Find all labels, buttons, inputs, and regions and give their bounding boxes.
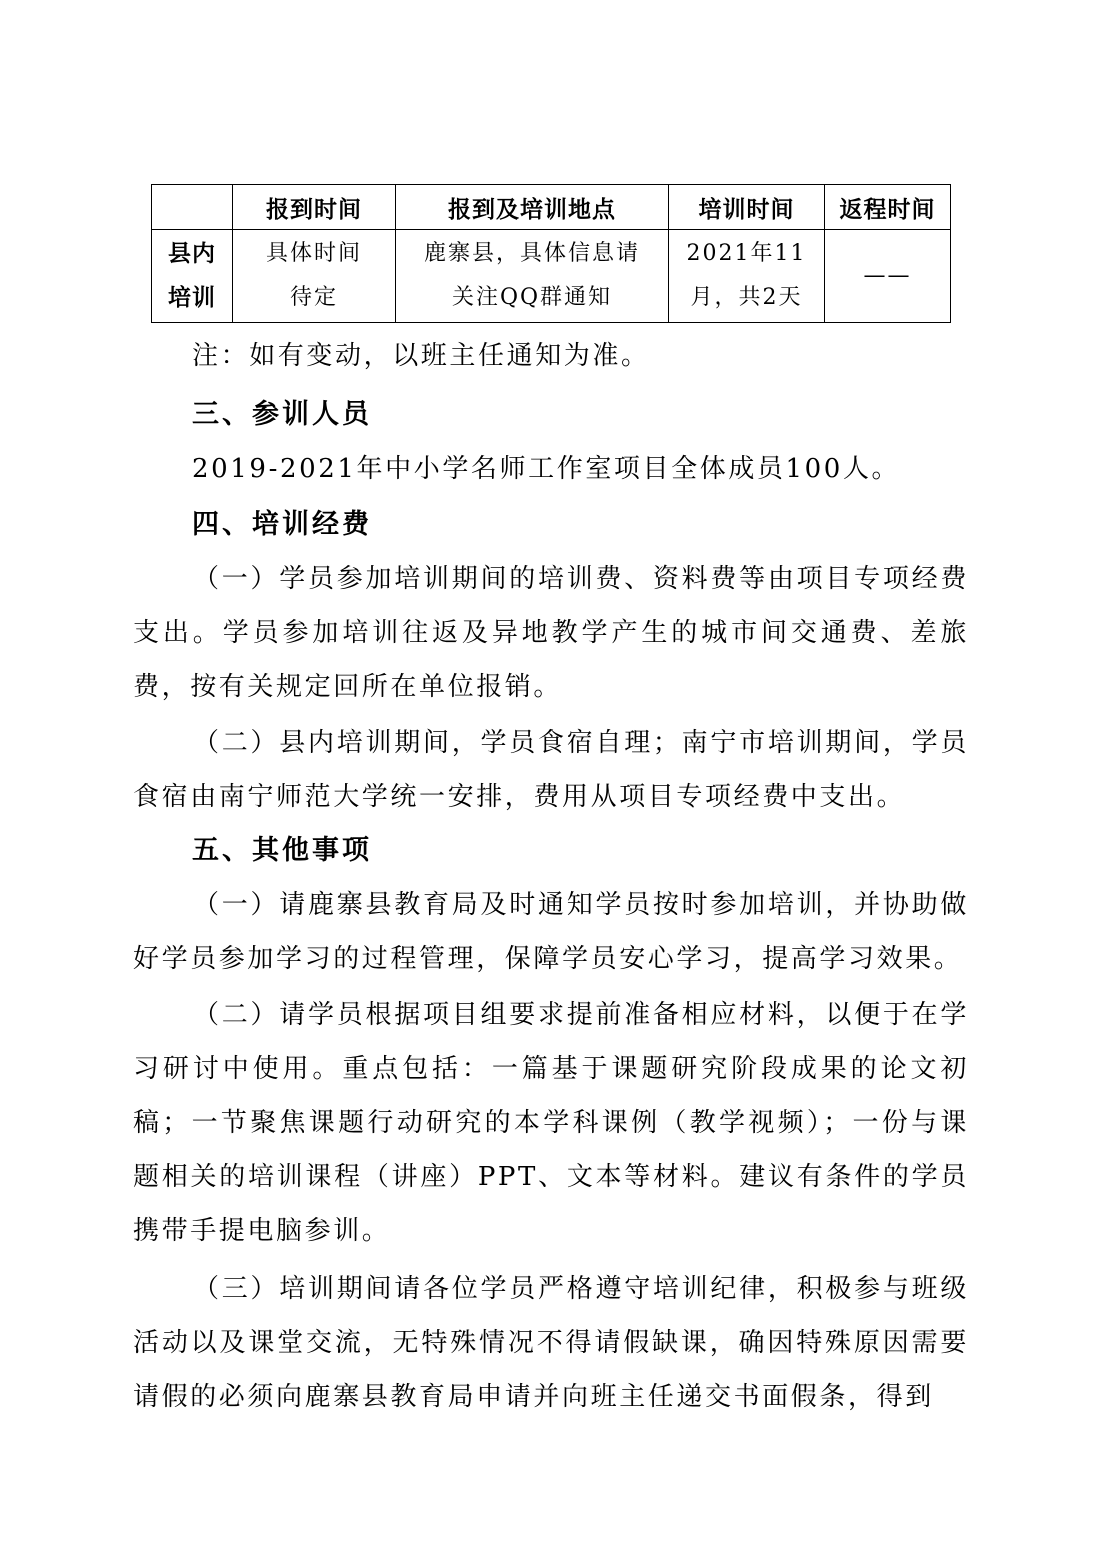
table-header-location: 报到及培训地点 [396, 185, 669, 230]
cell-line: 月，共2天 [690, 285, 803, 310]
cell-location [396, 230, 669, 323]
row-label-line: 培训 [168, 284, 216, 311]
table-header-corner [152, 185, 233, 230]
cell-line: 具体时间 [265, 241, 362, 266]
table-header-row [152, 185, 951, 230]
cell-return-time: —— [825, 230, 951, 323]
funding-paragraph-1: （一）学员参加培训期间的培训费、资料费等由项目专项经费支出。学员参加培训往返及异地教学产生的城市间交通费、差旅费，按有关规定回所在单位报销。 [133, 564, 969, 702]
cell-line: 鹿寨县，具体信息请 [423, 241, 640, 266]
funding-paragraph-2: （二）县内培训期间，学员食宿自理；南宁市培训期间，学员食宿由南宁师范大学统一安排，费用从项目专项经费中支出。 [133, 728, 969, 812]
cell-line: 待定 [289, 285, 338, 310]
other-matters-paragraph-2: （二）请学员根据项目组要求提前准备相应材料，以便于在学习研讨中使用。重点包括：一篇基于课题研究阶段成果的论文初稿；一节聚焦课题行动研究的本学科课例（教学视频）；一份与课题相关的培训课程（讲座）PPT、文本等材料。建议有条件的学员携带手提电脑参训。 [133, 1000, 969, 1246]
participants-text: 2019-2021年中小学名师工作室项目全体成员100人。 [192, 454, 901, 484]
row-label-line: 县内 [168, 240, 216, 267]
training-schedule-table [151, 184, 951, 323]
table-note: 注：如有变动，以班主任通知为准。 [192, 341, 650, 371]
cell-report-time [233, 230, 396, 323]
row-label-county-training [152, 230, 233, 323]
table-row [152, 230, 951, 323]
section-heading-funding: 四、培训经费 [192, 509, 372, 540]
table-header-return-time: 返程时间 [825, 185, 951, 230]
other-matters-paragraph-1: （一）请鹿寨县教育局及时通知学员按时参加培训，并协助做好学员参加学习的过程管理，保障学员安心学习，提高学习效果。 [133, 890, 969, 974]
cell-line: 2021年11 [686, 241, 807, 266]
other-matters-paragraph-3: （三）培训期间请各位学员严格遵守培训纪律，积极参与班级活动以及课堂交流，无特殊情况不得请假缺课，确因特殊原因需要请假的必须向鹿寨县教育局申请并向班主任递交书面假条，得到 [133, 1274, 969, 1412]
cell-line: 关注QQ群通知 [451, 285, 613, 310]
cell-training-time [669, 230, 825, 323]
table-header-training-time: 培训时间 [669, 185, 825, 230]
section-heading-other-matters: 五、其他事项 [192, 835, 372, 866]
section-heading-participants: 三、参训人员 [192, 399, 372, 430]
table-header-report-time: 报到时间 [233, 185, 396, 230]
